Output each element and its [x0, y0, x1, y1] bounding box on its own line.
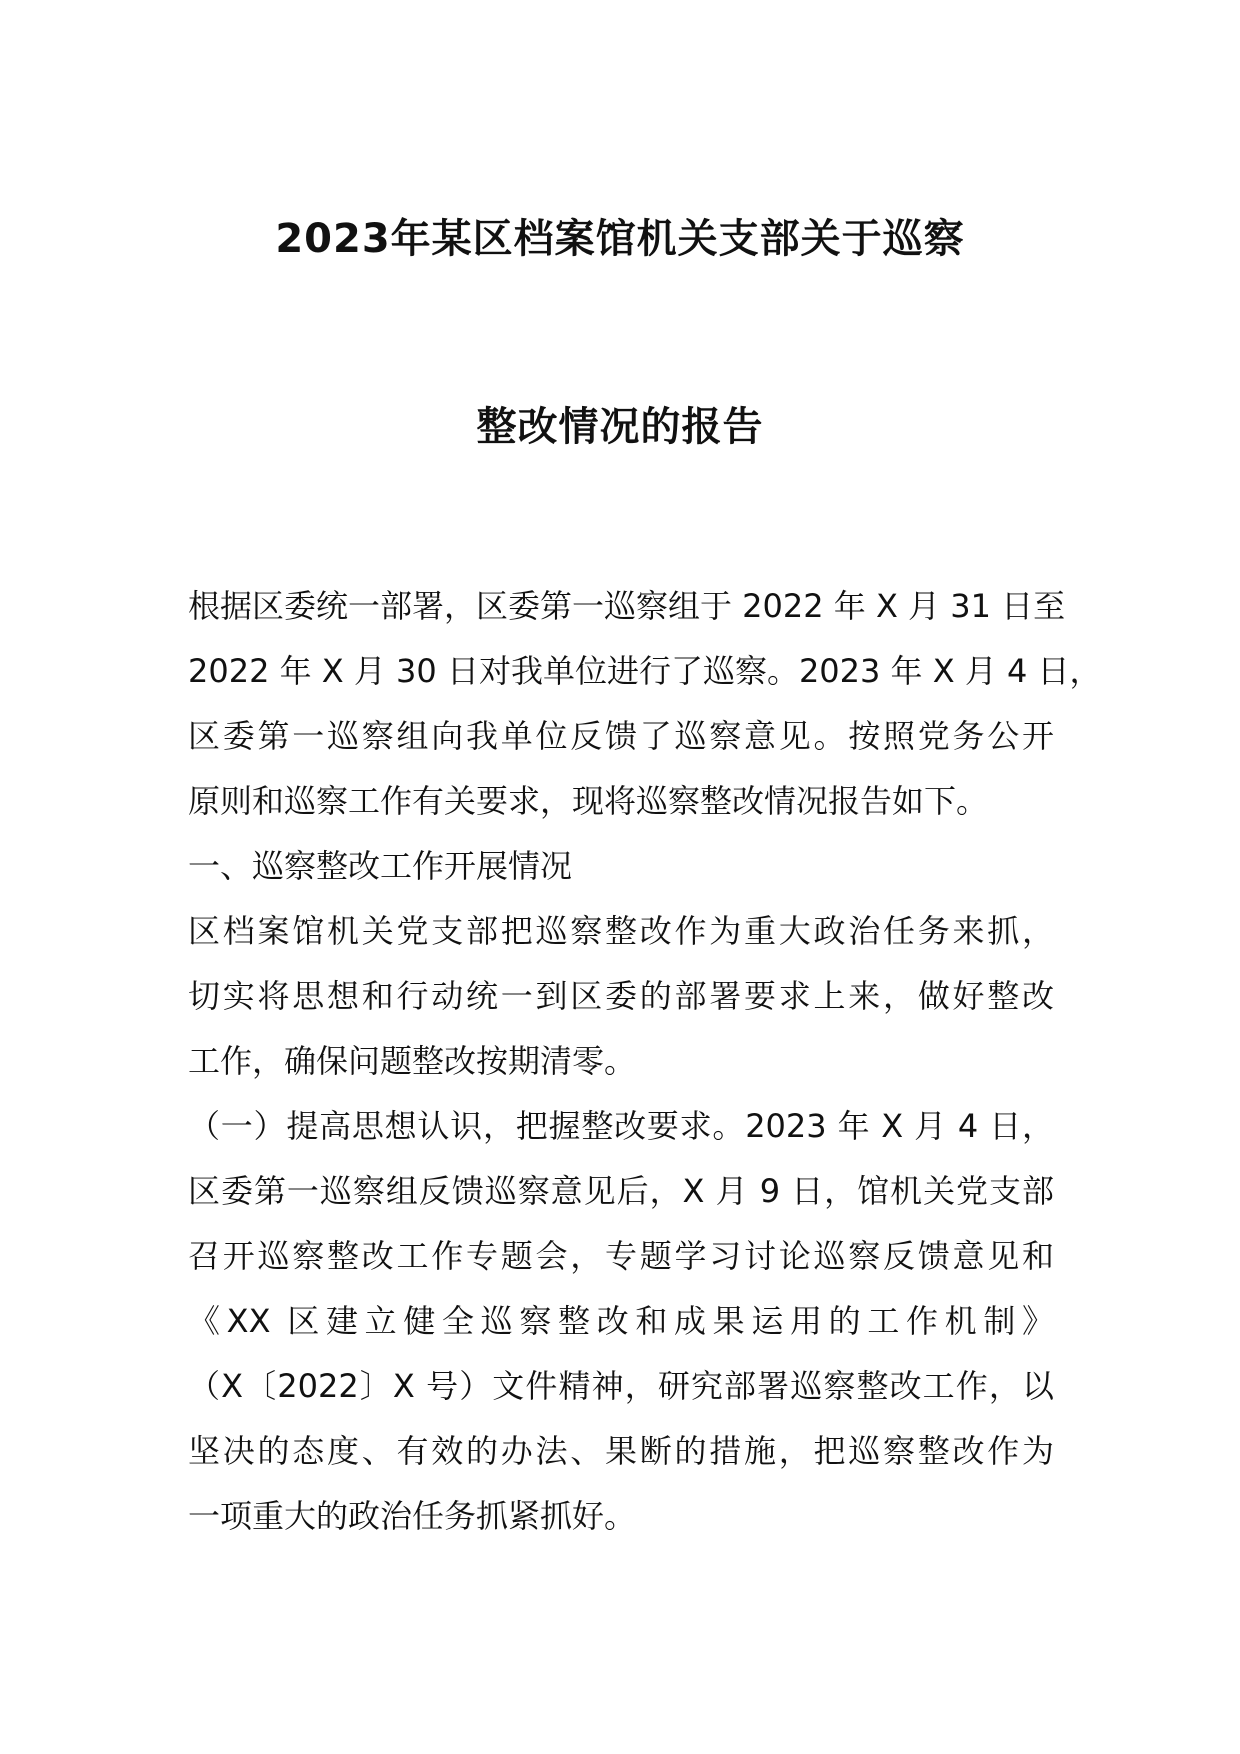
body-line: （一）提高思想认识，把握整改要求。2023 年 X 月 4 日，: [188, 1107, 1054, 1145]
body-line: 一项重大的政治任务抓紧抓好。: [188, 1497, 637, 1535]
body-line: 区委第一巡察组向我单位反馈了巡察意见。按照党务公开: [188, 717, 1054, 755]
body-line: 区档案馆机关党支部把巡察整改作为重大政治任务来抓，: [188, 912, 1054, 950]
body-line: 《XX 区建立健全巡察整改和成果运用的工作机制》: [188, 1302, 1054, 1340]
document-body: [188, 574, 1102, 1549]
document-title-line-1: 2023年某区档案馆机关支部关于巡察: [275, 216, 965, 262]
document-title-line-2: 整改情况的报告: [476, 404, 764, 450]
body-line: 坚决的态度、有效的办法、果断的措施，把巡察整改作为: [188, 1432, 1054, 1470]
body-line: （X〔2022〕X 号）文件精神，研究部署巡察整改工作，以: [188, 1367, 1054, 1405]
body-line: 切实将思想和行动统一到区委的部署要求上来，做好整改: [188, 977, 1054, 1015]
body-line: 召开巡察整改工作专题会，专题学习讨论巡察反馈意见和: [188, 1237, 1054, 1275]
section-heading: 一、巡察整改工作开展情况: [188, 847, 573, 885]
body-line: 原则和巡察工作有关要求，现将巡察整改情况报告如下。: [188, 782, 989, 820]
body-line: 区委第一巡察组反馈巡察意见后，X 月 9 日，馆机关党支部: [188, 1172, 1054, 1210]
body-line: 工作，确保问题整改按期清零。: [188, 1042, 637, 1080]
body-line: 2022 年 X 月 30 日对我单位进行了巡察。2023 年 X 月 4 日，: [188, 652, 1102, 690]
body-line: 根据区委统一部署，区委第一巡察组于 2022 年 X 月 31 日至: [188, 587, 1066, 625]
